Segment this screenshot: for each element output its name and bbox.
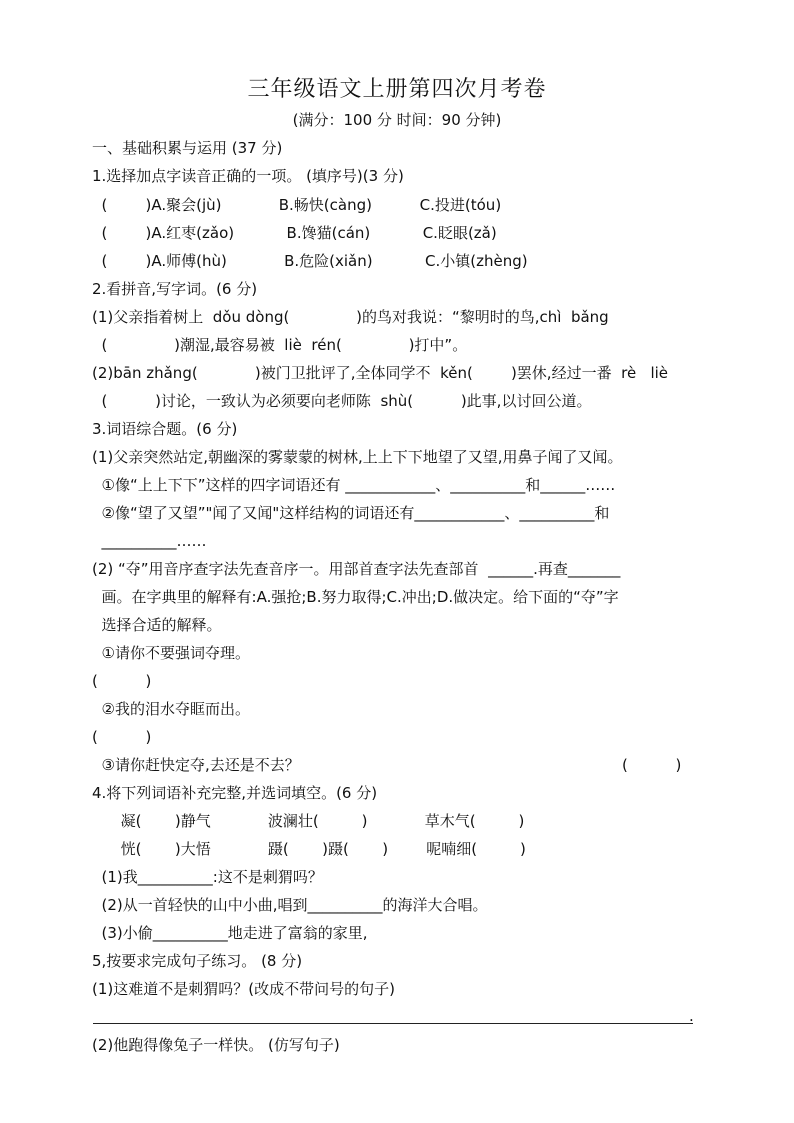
q3-line: 选择合适的解释。 [92,616,222,634]
question-5: 5,按要求完成句子练习。 (8 分) [92,952,303,970]
q3-line: 画。在字典里的解释有:A.强抢;B.努力取得;C.冲出;D.做决定。给下面的“夺”字 [92,588,619,606]
q4-line: (2)从一首轻快的山中小曲,唱到__________的海洋大合唱。 [92,896,488,914]
q3-line: ②像“望了又望”"闻了又闻"这样结构的词语还有____________、__________和 [92,504,610,522]
q2-line: ( )讨论，一致认为必须要向老师陈 shù( )此事,以讨回公道。 [92,392,592,410]
answer-line [93,1023,693,1024]
q3-line: ③请你赶快定夺,去还是不去？ [92,756,300,774]
q2-line: ( )潮湿,最容易被 liè rén( )打中”。 [92,336,468,354]
score-time-info: (满分：100 分 时间：90 分钟) [292,111,502,129]
q2-line: (1)父亲指着树上 dǒu dòng( )的鸟对我说：“黎明时的鸟,chì bǎng [92,308,609,326]
q4-line: 恍( )大悟 蹑( )蹑( ) 呢喃细( ) [92,840,526,858]
question-4: 4.将下列词语补充完整,并选词填空。(6 分) [92,784,378,802]
q5-line: (2)他跑得像兔子一样快。 (仿写句子) [92,1036,340,1054]
q1-option-row: ( )A.师傅(hù) B.危险(xiǎn) C.小镇(zhèng) [92,252,528,270]
section-heading: 一、基础积累与运用 (37 分) [92,139,283,157]
question-2: 2.看拼音,写字词。(6 分) [92,280,258,298]
q1-option-row: ( )A.聚会(jù) B.畅快(càng) C.投进(tóu) [92,196,502,214]
q3-line: (2) “夺”用音序查字法先查音序一。用部首查字法先查部首 ______.再查_______ [92,560,621,578]
answer-line-period: . [689,1007,694,1025]
question-3: 3.词语综合题。(6 分) [92,420,238,438]
q5-line: (1)这难道不是刺猬吗？(改成不带问号的句子) [92,980,395,998]
q2-line: (2)bān zhǎng( )被门卫批评了,全体同学不 kěn( )罢休,经过一番 rè liè [92,364,669,382]
q3-line: ②我的泪水夺眶而出。 [92,700,250,718]
q3-line: ①请你不要强词夺理。 [92,644,250,662]
page-title: 三年级语文上册第四次月考卷 [247,77,547,102]
q4-line: 凝( )静气 波澜壮( ) 草木气( ) [92,812,525,830]
q4-line: (1)我__________:这不是刺猬吗？ [92,868,323,886]
q4-line: (3)小偷__________地走进了富翁的家里, [92,924,368,942]
q3-line: __________…… [92,532,207,550]
answer-paren: ( ) [92,728,152,746]
question-1: 1.选择加点字读音正确的一项。 (填序号)(3 分) [92,167,404,185]
answer-paren: ( ) [622,756,682,774]
answer-paren: ( ) [92,672,152,690]
q3-line: (1)父亲突然站定,朝幽深的雾蒙蒙的树林,上上下下地望了又望,用鼻子闻了又闻。 [92,448,623,466]
q3-line: ①像“上上下下”这样的四字词语还有 ____________、__________和______…… [92,476,616,494]
q1-option-row: ( )A.红枣(zǎo) B.馋猫(cán) C.眨眼(zǎ) [92,224,497,242]
